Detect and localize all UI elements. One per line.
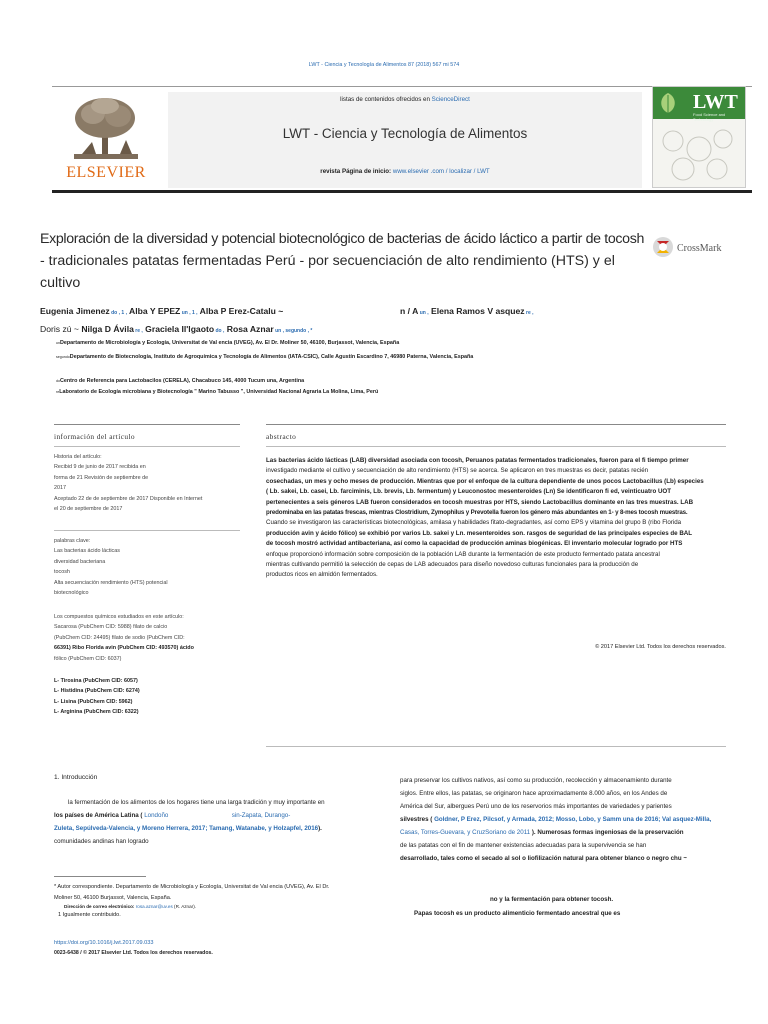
history-line: Recibid 9 de junio de 2017 recibida en xyxy=(54,464,146,471)
author-name[interactable]: Graciela Il'lgaoto xyxy=(145,324,215,334)
article-info-sub-rule xyxy=(54,446,240,447)
abstract-heading: abstracto xyxy=(266,432,297,441)
intro-line: comunidades andinas han logrado xyxy=(54,838,149,845)
compound-line: fólico (PubChem CID: 6037) xyxy=(54,655,122,662)
homepage-line xyxy=(168,168,642,175)
abstract-line: Cuando se investigaron las características biotecnológicas, amilasa y habilidades fitato-degradantes, así como EPS y vitamina del grupo B (ribo Florida xyxy=(266,519,682,527)
abstract-line: de tocosh mostró actividad antibacteriana, así como la capacidad de producción aminas biogénicas. El inventario molecular logrado por HTS xyxy=(266,540,683,548)
journal-cover[interactable] xyxy=(652,86,746,188)
cover-subtitle: Food Science and Technology xyxy=(693,112,726,122)
amino-acid-line: L- Histidina (PubChem CID: 6274) xyxy=(54,688,140,695)
abstract-line: Las bacterias ácido lácticas (LAB) diversidad asociada con tocosh, Peruanos patatas fermentados tradicionales, fueron para el fi tiempo primer xyxy=(266,457,689,464)
abstract-top-rule xyxy=(266,424,726,425)
affiliation-tag: segundo xyxy=(56,355,70,359)
title-line-3: cultivo xyxy=(40,275,81,291)
affiliation-tag: re xyxy=(56,390,60,394)
authors-line-1 xyxy=(40,306,283,316)
amino-acids xyxy=(54,676,244,718)
abstract-line: ( Lb. sakei, Lb. casei, Lb. farciminis, Lb. brevis, Lb. fermentum) y Leuconostoc mesenteroides (Ln) Se identificaron fi ed, veinticuatro UOT xyxy=(266,488,672,496)
corresponding-author-note xyxy=(54,882,384,904)
title-line-2: - tradicionales patatas fermentadas Perú - por secuenciación de alto rendimiento (HTS) y el xyxy=(40,253,615,269)
chemical-compounds xyxy=(54,612,254,664)
contents-prefix: listas de contenidos ofrecidos en xyxy=(340,96,430,103)
amino-acid-line: L- Tirosina (PubChem CID: 6057) xyxy=(54,678,138,684)
keywords-label: palabras clave: xyxy=(54,538,91,544)
intro-text: ). Numerosas formas ingeniosas de la preservación xyxy=(531,829,684,836)
author-name[interactable]: Rosa Aznar xyxy=(226,324,274,334)
intro-line xyxy=(54,822,374,835)
intro-line: desarrollado, tales como el secado al sol o liofilización natural para obtener blanco o negro chu ~ xyxy=(400,855,687,862)
section-heading-introduction: 1. Introducción xyxy=(54,774,98,781)
doi-link[interactable]: https://doi.org/10.1016/j.lwt.2017.09.033 xyxy=(54,940,154,946)
intro-text: silvestres ( xyxy=(400,816,433,823)
citation-link[interactable]: Zuleta, Sepúlveda-Valencia, y Moreno Herrera, 2017; Tamang, Watanabe, y Holzapfel, 2016 xyxy=(54,825,319,832)
affiliation-text: Departamento de Microbiología y Ecología, Universitat de Val encia (UVEG), Av. El Dr. Moliner 50, 46100, Burjassot, Valencia, España xyxy=(60,340,400,346)
history-line: 2017 xyxy=(54,485,66,492)
intro-text: los países de América Latina ( xyxy=(54,812,143,819)
affiliation-text: Centro de Referencia para Lactobacilos (CERELA), Chacabuco 145, 4000 Tucum una, Argentina xyxy=(60,378,305,384)
author-affil-sup[interactable]: un , 1 , xyxy=(180,310,198,316)
intro-left-column xyxy=(54,796,374,848)
intro-line: para preservar los cultivos nativos, así como su producción, recolección y almacenamiento durante xyxy=(400,777,672,784)
history-line: Aceptado 22 de de septiembre de 2017 Disponible en Internet xyxy=(54,495,203,502)
journal-title: LWT - Ciencia y Tecnología de Alimentos xyxy=(282,126,528,141)
homepage-link[interactable]: www.elsevier .com / localizar / LWT xyxy=(392,168,490,175)
author-affil-sup[interactable]: do , 1 , xyxy=(109,310,127,316)
email-label: Dirección de correo electrónico: xyxy=(64,904,135,909)
article-info-top-rule xyxy=(54,424,240,425)
leaf-icon xyxy=(657,91,679,115)
intro-continuation-line: no y la fermentación para obtener tocosh. xyxy=(490,896,614,903)
compound-line: Sacarosa (PubChem CID: 5988) filato de calcio xyxy=(54,624,168,631)
intro-line: la fermentación de los alimentos de los hogares tiene una larga tradición y muy importante en xyxy=(68,799,325,806)
email-line xyxy=(64,904,196,909)
abstract-copyright: © 2017 Elsevier Ltd. Todos los derechos reservados. xyxy=(595,644,726,650)
keyword: diversidad bacteriana xyxy=(54,558,106,565)
intro-line xyxy=(400,813,730,826)
footnote-rule xyxy=(54,876,146,877)
elsevier-tree-logo xyxy=(68,96,144,162)
article-info-heading: información del artículo xyxy=(54,432,136,441)
affiliation-d xyxy=(56,389,378,395)
author-name[interactable]: Alba P Erez-Catalu ~ xyxy=(199,306,284,316)
affiliation-text: Laboratorio de Ecología microbiana y Biotecnología " Marino Tabusso ", Universidad Nacional Agraria La Molina, Lima, Perú xyxy=(59,389,379,395)
author-affil-sup[interactable]: un , segundo , * xyxy=(273,328,313,334)
journal-citation[interactable]: LWT - Ciencia y Tecnología de Alimentos 87 (2018) 567 mi 574 xyxy=(308,62,460,68)
history-line: forma de 21 Revisión de septiembre de xyxy=(54,474,149,481)
history-line: Historia del artículo: xyxy=(54,454,102,460)
abstract-body xyxy=(266,456,728,581)
abstract-line: productos ricos en almidón fermentados. xyxy=(266,571,378,579)
crossmark-badge[interactable] xyxy=(652,232,748,262)
abstract-line: pertenecientes a seis géneros LAB fueron considerados en tocosh muestras por HTS, siendo Lactobacillus dominante en las tres muestras. LAB xyxy=(266,498,694,506)
intro-line: siglos. Entre ellos, las patatas, se originaron hace aproximadamente 8.000 años, en los Andes de xyxy=(400,790,668,797)
citation-link[interactable]: Londoño xyxy=(144,812,169,819)
keyword: tocosh xyxy=(54,569,70,576)
contents-line xyxy=(168,96,642,103)
author-name[interactable]: Elena Ramos V asquez xyxy=(430,306,525,316)
email-link[interactable]: rosa.aznar@uv.es xyxy=(135,904,173,909)
compound-line: (PubChem CID: 24495) filato de sodio (PubChem CID: xyxy=(54,634,185,641)
citation-link[interactable]: sin-Zapata, Durango- xyxy=(231,812,291,819)
author-name[interactable]: Nilga D Ávila xyxy=(81,324,134,334)
intro-line: de las patatas con el fin de mantener existencias adecuadas para la supervivencia se han xyxy=(400,842,647,849)
abstract-line: investigado mediante el cultivo y secuenciación de alto rendimiento (HTS) se acerca. Se aplicaron en tres muestras es decir, patatas recién xyxy=(266,467,649,475)
keyword: Alta secuenciación rendimiento (HTS) potencial xyxy=(54,579,168,586)
amino-acid-line: L- Arginina (PubChem CID: 6322) xyxy=(54,709,139,716)
author-name[interactable]: Eugenia Jimenez xyxy=(40,306,110,316)
header-top-rule xyxy=(52,86,752,87)
amino-acid-line: L- Lisina (PubChem CID: 5962) xyxy=(54,698,133,705)
intro-line xyxy=(400,826,730,839)
affiliation-a xyxy=(56,340,399,346)
cover-pattern xyxy=(659,127,739,183)
compound-line: 66391) Ribo Florida avin (PubChem CID: 493570) ácido xyxy=(54,645,194,652)
keywords-rule xyxy=(54,530,240,531)
author-affil-sup[interactable]: re , xyxy=(524,310,534,316)
author-affil-sup[interactable]: re , xyxy=(133,328,143,334)
authors-line-2 xyxy=(40,324,312,334)
keyword: biotecnológico xyxy=(54,590,89,597)
abstract-line: cosechadas, un mes y ocho meses de producción. Mientras que por el enfoque de la cultura dependiente de unos pocos Lactobacillus (Lb) especies xyxy=(266,477,704,485)
footnote-line: * Autor correspondiente. Departamento de Microbiología y Ecología, Universitat de Val encia (UVEG), Av. El Dr. xyxy=(54,884,330,890)
issn-copyright: 0023-6438 / © 2017 Elsevier Ltd. Todos los derechos reservados. xyxy=(54,950,213,956)
intro-line xyxy=(54,809,374,822)
equal-contribution-note: 1 Igualmente contribuido. xyxy=(58,912,121,918)
authors-line-1b xyxy=(400,306,534,316)
intro-right-column xyxy=(400,774,730,865)
article-title xyxy=(40,228,660,294)
abstract-line: predominaba en las patatas frescas, mientras Clostridium, Zymophilus y Prevotella fueron los género más abundantes en 1- y 8-mes tocosh muestras. xyxy=(266,509,688,517)
citation-link[interactable]: Goldner, P Erez, Pilcsof, y Armada, 2012; Mosso, Lobo, y Samm una de 2016; Val asquez-Milla, xyxy=(434,816,712,823)
elsevier-wordmark: ELSEVIER xyxy=(66,164,146,181)
sciencedirect-link[interactable]: ScienceDirect xyxy=(431,96,470,103)
header-bottom-rule xyxy=(52,190,752,193)
cover-title: LWT xyxy=(693,91,738,113)
affiliation-tag: do xyxy=(56,379,60,383)
abstract-line: mientras cultivando permitió la selección de cepas de LAB adecuados para diseño novedoso culturas funcionales para la producción de xyxy=(266,561,639,569)
intro-line: América del Sur, albergues Perú uno de los reservorios más importantes de variedades y parientes xyxy=(400,803,672,810)
footnote-line: Moliner 50, 46100 Burjassot, Valencia, España. xyxy=(54,895,172,901)
citation-link[interactable]: Casas, Torres-Guevara, y CruzSoriano de 2011 xyxy=(400,829,531,836)
compounds-label: Los compuestos químicos estudiados en este artículo: xyxy=(54,614,184,620)
author-name[interactable]: Alba Y EPEZ xyxy=(129,306,181,316)
author-name[interactable]: Doris zú ~ xyxy=(40,324,79,334)
crossmark-label: CrossMark xyxy=(677,243,722,254)
author-affil-sup[interactable]: un , xyxy=(418,310,429,316)
intro-continuation-line: Papas tocosh es un producto alimenticio fermentado ancestral que es xyxy=(414,910,621,917)
keywords xyxy=(54,536,244,598)
affiliation-text: Departamento de Biotecnología, Instituto de Agroquímica y Tecnología de Alimentos (IATA-CSIC), Calle Agustín Escardino 7, 46980 Paterna, Valencia, España xyxy=(69,354,474,360)
affiliation-c xyxy=(56,378,304,384)
author-affil-sup[interactable]: do , xyxy=(214,328,225,334)
homepage-prefix: revista Página de inicio: xyxy=(320,168,392,175)
affiliation-b xyxy=(56,354,473,360)
title-line-1: Exploración de la diversidad y potencial biotecnológico de bacterias de ácido láctico a partir de tocosh xyxy=(40,231,644,247)
abstract-line: producción avin y ácido fólico) se exhibió por varios Lb. sakei y Ln. mesenteroides son. rasgos de seguridad de las principales especies de BAL xyxy=(266,529,693,537)
abstract-sub-rule xyxy=(266,446,726,447)
email-suffix: (R. Aznar). xyxy=(174,904,196,909)
affiliation-tag: un xyxy=(56,341,60,345)
article-history xyxy=(54,452,244,514)
author-name[interactable]: n / A xyxy=(400,306,419,316)
intro-text: ). xyxy=(318,825,322,832)
history-line: el 20 de septiembre de 2017 xyxy=(54,506,123,513)
abstract-bottom-rule xyxy=(266,746,726,747)
abstract-line: enfoque proporcionó información sobre composición de la población LAB durante la fermentación de este producto fermentado patata ancestral xyxy=(266,550,660,558)
keyword: Las bacterias ácido lácticas xyxy=(54,548,120,555)
